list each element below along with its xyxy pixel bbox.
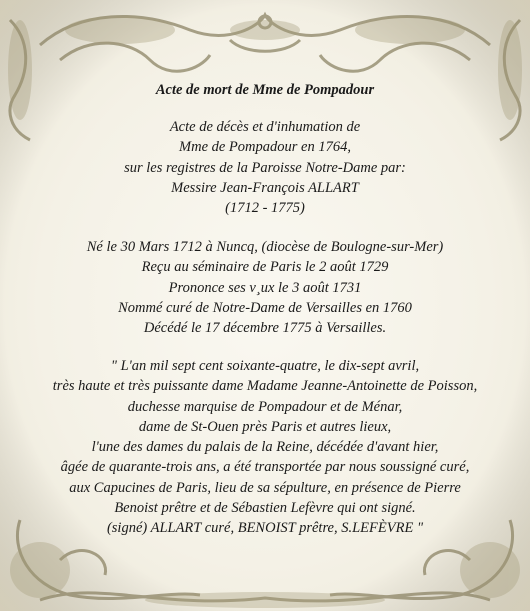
record-line: " L'an mil sept cent soixante-quatre, le dix-sept avril, (110, 358, 420, 374)
biography-line: Reçu au séminaire de Paris le 2 août 1729 (141, 259, 389, 276)
intro-line: Mme de Pompadour en 1764, (179, 139, 351, 156)
record-line: très haute et très puissante dame Madame Jeanne-Antoinette de Poisson, (52, 378, 478, 395)
intro-line: Acte de décès et d'inhumation de (169, 119, 361, 135)
intro-block (20, 117, 510, 218)
death-record-block (20, 356, 510, 539)
biography-line: Né le 30 Mars 1712 à Nuncq, (diocèse de Boulogne-sur-Mer) (86, 239, 444, 255)
biography-line: Prononce ses v¸ux le 3 août 1731 (168, 279, 362, 296)
biography-line: Décédé le 17 décembre 1775 à Versailles. (143, 320, 387, 337)
record-line: âgée de quarante-trois ans, a été transportée par nous soussigné curé, (60, 459, 470, 476)
record-line: dame de St-Ouen près Paris et autres lieux, (138, 418, 392, 435)
record-line: (signé) ALLART curé, BENOIST prêtre, S.LEFÈVRE " (106, 520, 424, 537)
record-line: aux Capucines de Paris, lieu de sa sépulture, en présence de Pierre (69, 479, 461, 496)
intro-line: sur les registres de la Paroisse Notre-Dame par: (124, 159, 406, 176)
biography-block (20, 237, 510, 338)
record-line: l'une des dames du palais de la Reine, décédée d'avant hier, (91, 439, 439, 456)
record-line: duchesse marquise de Pompadour et de Ménar, (127, 398, 403, 415)
intro-line: Messire Jean-François ALLART (171, 179, 359, 196)
record-line: Benoist prêtre et de Sébastien Lefèvre qui ont signé. (114, 500, 416, 517)
document-title: Acte de mort de Mme de Pompadour (155, 82, 375, 98)
biography-line: Nommé curé de Notre-Dame de Versailles en 1760 (118, 299, 412, 316)
intro-line: (1712 - 1775) (225, 200, 305, 217)
